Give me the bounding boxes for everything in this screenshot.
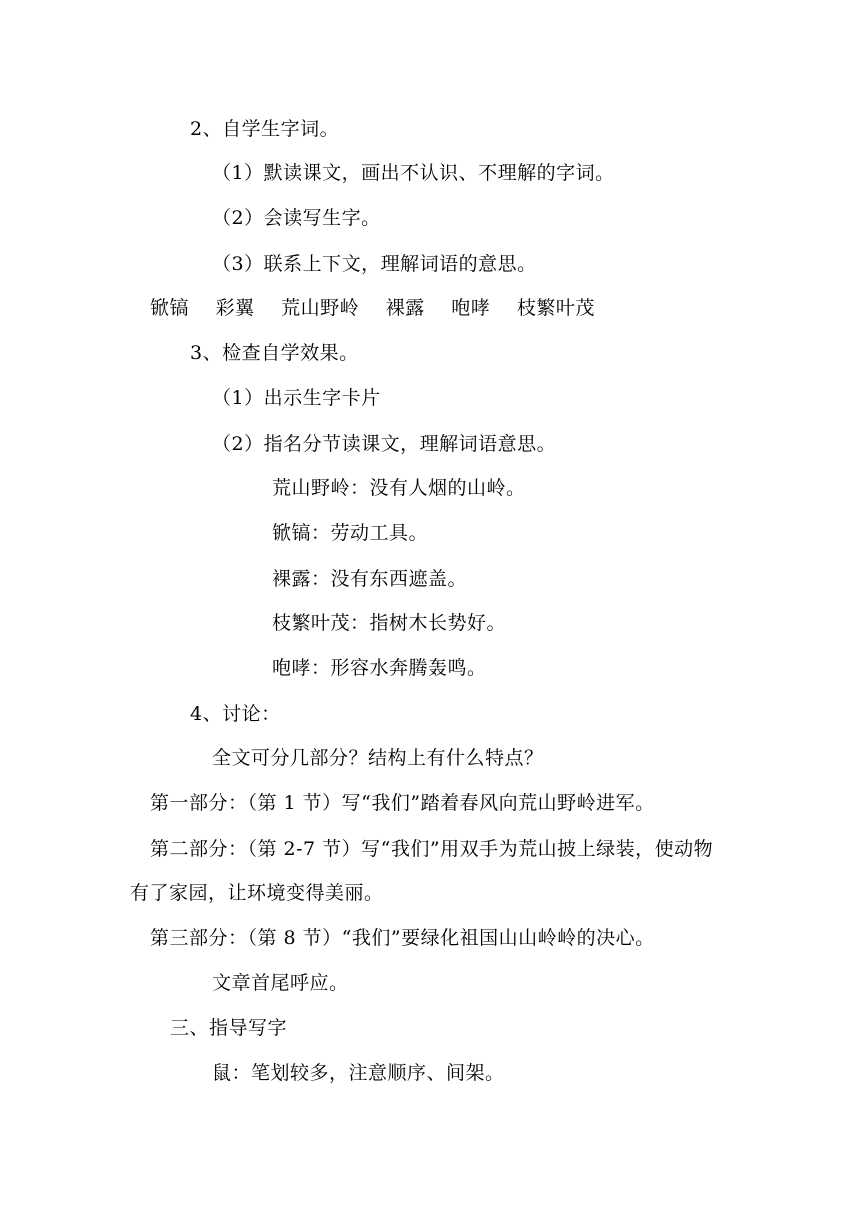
section-heading-writing: 三、指导写字 <box>170 1017 288 1039</box>
vocab-word: 裸露 <box>385 297 425 319</box>
section-heading-self-study: 2、自学生字词。 <box>190 118 340 140</box>
section-heading-check: 3、检查自学效果。 <box>190 342 359 364</box>
step-item: （1）默读课文，画出不认识、不理解的字词。 <box>212 162 615 184</box>
summary-line: 文章首尾呼应。 <box>212 972 349 994</box>
part-three-line: 第三部分：（第 8 节）“我们”要绿化祖国山山岭岭的决心。 <box>150 927 655 949</box>
vocab-word: 咆哮 <box>451 297 491 319</box>
section-heading-discussion: 4、讨论： <box>190 703 281 725</box>
definition-line: 咆哮：形容水奔腾轰鸣。 <box>272 657 487 679</box>
vocab-word: 彩翼 <box>215 297 255 319</box>
step-item: （2）指名分节读课文，理解词语意思。 <box>212 433 557 455</box>
discussion-question: 全文可分几部分？结构上有什么特点？ <box>212 747 544 769</box>
vocabulary-word-list <box>150 296 595 320</box>
vocab-word: 锨镐 <box>150 297 190 319</box>
definition-line: 锨镐：劳动工具。 <box>272 522 429 544</box>
definition-line: 荒山野岭：没有人烟的山岭。 <box>272 477 526 499</box>
vocab-word: 枝繁叶茂 <box>516 297 595 319</box>
part-two-continuation: 有了家园，让环境变得美丽。 <box>130 882 384 904</box>
step-item: （3）联系上下文，理解词语的意思。 <box>212 253 537 275</box>
part-two-line: 第二部分：（第 2-7 节）写“我们”用双手为荒山披上绿装，使动物 <box>150 838 714 860</box>
step-item: （1）出示生字卡片 <box>212 387 381 409</box>
definition-line: 裸露：没有东西遮盖。 <box>272 568 468 590</box>
step-item: （2）会读写生字。 <box>212 207 381 229</box>
definition-line: 枝繁叶茂：指树木长势好。 <box>272 612 507 634</box>
part-one-line: 第一部分：（第 1 节）写“我们”踏着春风向荒山野岭进军。 <box>150 792 655 814</box>
writing-note: 鼠：笔划较多，注意顺序、间架。 <box>212 1062 505 1084</box>
vocab-word: 荒山野岭 <box>281 297 360 319</box>
